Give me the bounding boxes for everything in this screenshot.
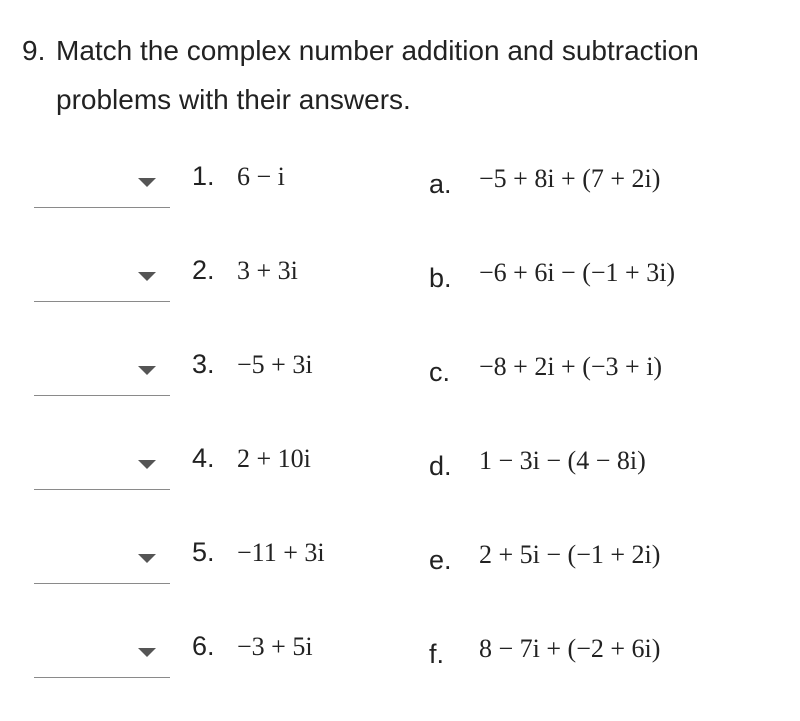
answer-letter: d.	[429, 451, 452, 481]
answer-expression: 8 − 7i + (−2 + 6i)	[479, 634, 661, 663]
problem-index: 2.	[192, 255, 215, 285]
answer-expression: 2 + 5i − (−1 + 2i)	[479, 540, 661, 569]
answer-letter: b.	[429, 263, 452, 293]
answer-letter: e.	[429, 545, 452, 575]
match-row-1	[0, 151, 800, 241]
match-row-5	[0, 527, 800, 617]
answer-dropdown-6[interactable]	[34, 621, 170, 678]
question-line-1	[22, 26, 792, 75]
answer-b	[429, 257, 676, 293]
caret-down-icon	[138, 648, 156, 657]
answer-dropdown-5[interactable]	[34, 527, 170, 584]
answer-c	[429, 351, 663, 387]
answer-letter: a.	[429, 169, 452, 199]
question-line-2: problems with their answers.	[56, 84, 411, 115]
answer-d	[429, 445, 646, 481]
caret-down-icon	[138, 460, 156, 469]
caret-down-icon	[138, 178, 156, 187]
answer-expression: −5 + 8i + (7 + 2i)	[479, 164, 661, 193]
answer-e	[429, 539, 661, 575]
problem-expression: 2 + 10i	[237, 444, 311, 473]
problem-1	[192, 161, 285, 192]
problem-6	[192, 631, 313, 662]
answer-a	[429, 163, 661, 199]
problem-expression: 3 + 3i	[237, 256, 298, 285]
question-text	[22, 26, 792, 124]
problem-expression: −3 + 5i	[237, 632, 313, 661]
answer-dropdown-1[interactable]	[34, 151, 170, 208]
problem-3	[192, 349, 313, 380]
question-prompt-1: Match the complex number addition and subtraction	[56, 35, 699, 66]
answer-dropdown-4[interactable]	[34, 433, 170, 490]
caret-down-icon	[138, 272, 156, 281]
match-row-6	[0, 621, 800, 711]
answer-expression: 1 − 3i − (4 − 8i)	[479, 446, 646, 475]
answer-dropdown-3[interactable]	[34, 339, 170, 396]
problem-index: 4.	[192, 443, 215, 473]
problem-index: 6.	[192, 631, 215, 661]
problem-expression: −5 + 3i	[237, 350, 313, 379]
caret-down-icon	[138, 554, 156, 563]
answer-letter: c.	[429, 357, 451, 387]
match-row-3	[0, 339, 800, 429]
question-number: 9.	[22, 35, 46, 66]
problem-expression: 6 − i	[237, 162, 285, 191]
answer-expression: −6 + 6i − (−1 + 3i)	[479, 258, 676, 287]
problem-2	[192, 255, 298, 286]
answer-letter: f.	[429, 639, 445, 669]
answer-expression: −8 + 2i + (−3 + i)	[479, 352, 663, 381]
problem-expression: −11 + 3i	[237, 538, 325, 567]
problem-index: 3.	[192, 349, 215, 379]
problem-4	[192, 443, 311, 474]
match-row-4	[0, 433, 800, 523]
match-row-2	[0, 245, 800, 335]
problem-index: 1.	[192, 161, 215, 191]
problem-index: 5.	[192, 537, 215, 567]
answer-dropdown-2[interactable]	[34, 245, 170, 302]
caret-down-icon	[138, 366, 156, 375]
problem-5	[192, 537, 325, 568]
answer-f	[429, 633, 661, 669]
